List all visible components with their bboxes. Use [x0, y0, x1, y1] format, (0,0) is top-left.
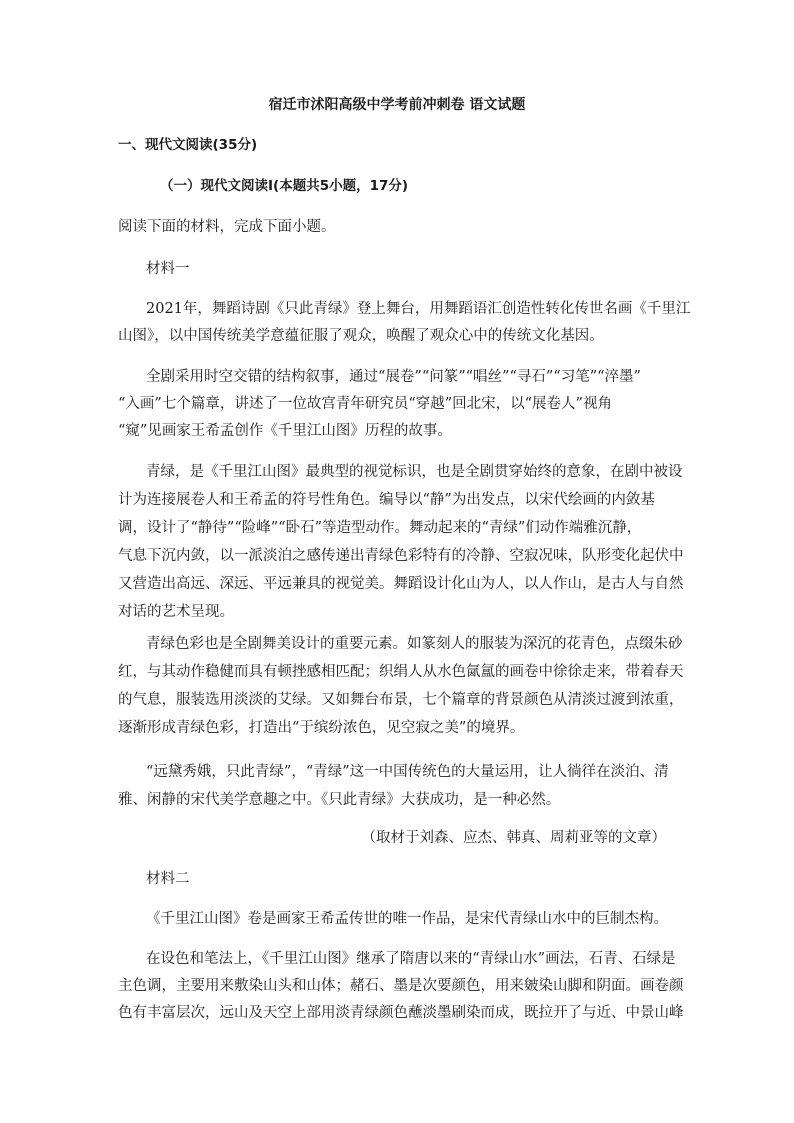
section-heading: 一、现代文阅读(35分) — [118, 137, 258, 153]
text-line: 青绿色彩也是全剧舞美设计的重要元素。如篆刻人的服装为深沉的花青色，点缀朱砂 — [146, 636, 683, 652]
text-line: 气息下沉内敛，以一派淡泊之感传递出青绿色彩特有的冷静、空寂况味，队形变化起伏中 — [118, 548, 684, 564]
text-line: 山图》，以中国传统美学意蕴征服了观众，唤醒了观众心中的传统文化基因。 — [118, 328, 604, 344]
text-line: 色有丰富层次，远山及天空上部用淡青绿颜色蘸淡墨刷染而成，既拉开了与近、中景山峰 — [118, 1005, 684, 1021]
text-line: 又营造出高远、深远、平远兼具的视觉美。舞蹈设计化山为人，以人作山，是古人与自然 — [118, 576, 684, 592]
text-line: 在设色和笔法上，《千里江山图》继承了隋唐以来的“青绿山水”画法，石青、石绿是 — [146, 951, 676, 967]
text-line: 对话的艺术呈现。 — [118, 604, 234, 620]
text-line: 计为连接展卷人和王希孟的符号性角色。编导以“静”为出发点，以宋代绘画的内敛基 — [118, 492, 655, 508]
text-line: 雅、闲静的宋代美学意趣之中。《只此青绿》大获成功，是一种必然。 — [118, 792, 561, 808]
material-two-label: 材料二 — [146, 871, 190, 887]
text-line: 青绿，是《千里江山图》最典型的视觉标识，也是全剧贯穿始终的意象，在剧中被设 — [146, 464, 683, 480]
source-citation: （取材于刘森、应杰、韩真、周莉亚等的文章） — [361, 830, 666, 846]
instruction-text: 阅读下面的材料，完成下面小题。 — [118, 219, 336, 235]
text-line: 红，与其动作稳健而具有顿挫感相匹配；织绢人从水色氤氲的画卷中徐徐走来，带着春天 — [118, 664, 684, 680]
material-one-label: 材料一 — [146, 261, 190, 277]
text-line: 2021年，舞蹈诗剧《只此青绿》登上舞台，用舞蹈语汇创造性转化传世名画《千里江 — [146, 301, 691, 317]
text-line: 的气息，服装选用淡淡的艾绿。又如舞台布景，七个篇章的背景颜色从清淡过渡到浓重， — [118, 692, 684, 708]
text-line: 逐渐形成青绿色彩，打造出“于缤纷浓色，见空寂之美”的境界。 — [118, 720, 525, 736]
text-line: 主色调，主要用来敷染山头和山体；赭石、墨是次要颜色，用来皴染山脚和阴面。画卷颜 — [118, 978, 684, 994]
text-line: “入画”七个篇章，讲述了一位故宫青年研究员“穿越”回北宋，以“展卷人”视角 — [118, 396, 612, 412]
text-line: 调，设计了“静待”“险峰”“卧石”等造型动作。舞动起来的“青绿”们动作端雅沉静， — [118, 520, 642, 536]
subsection-heading: （一）现代文阅读Ⅰ(本题共5小题，17分) — [160, 178, 409, 194]
page-title: 宿迁市沭阳高级中学考前冲刺卷 语文试题 — [268, 97, 526, 113]
text-line: 《千里江山图》卷是画家王希孟传世的唯一作品，是宋代青绿山水中的巨制杰构。 — [146, 911, 668, 927]
text-line: 全剧采用时空交错的结构叙事，通过“展卷”“问篆”“唱丝”“寻石”“习笔”“淬墨” — [146, 369, 641, 385]
text-line: “窥”见画家王希孟创作《千里江山图》历程的故事。 — [118, 423, 452, 439]
text-line: “远黛秀娥，只此青绿”，“青绿”这一中国传统色的大量运用，让人徜徉在淡泊、清 — [146, 764, 669, 780]
